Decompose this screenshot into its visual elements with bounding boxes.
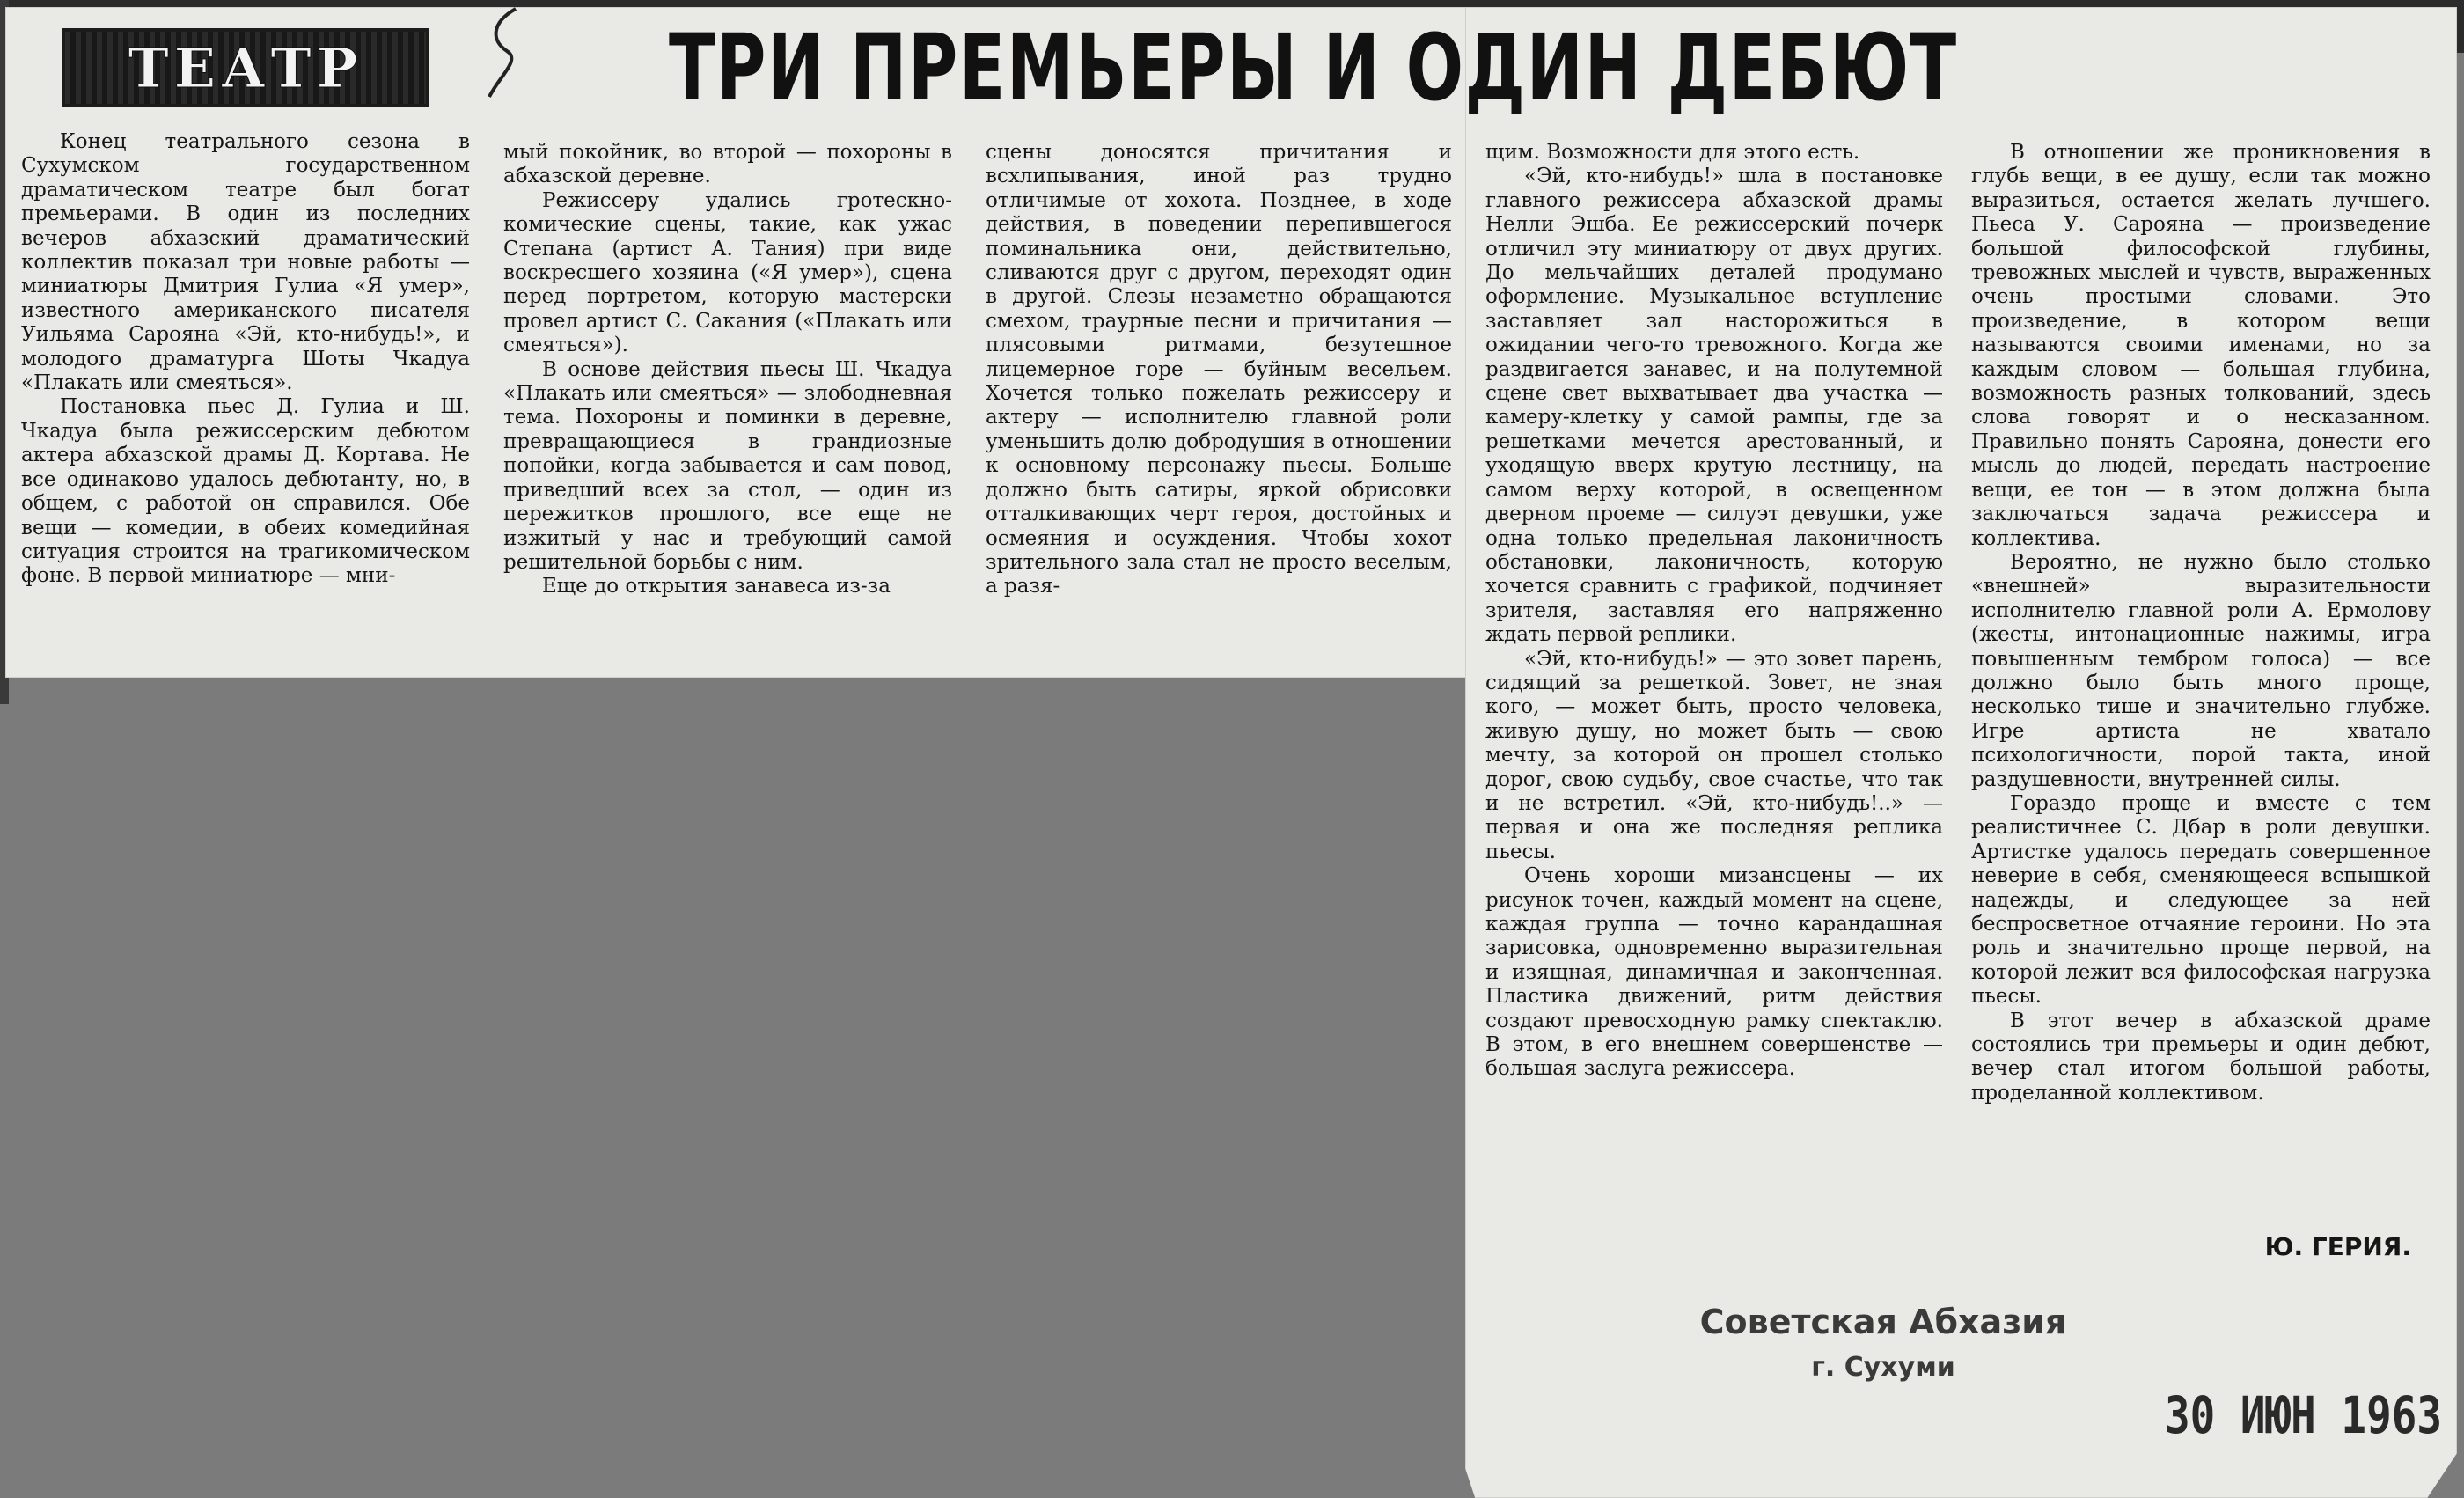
paragraph: Еще до открытия занавеса из-за <box>542 575 891 598</box>
paragraph: щим. Возможности для этого есть. <box>1485 141 1860 164</box>
paragraph: В этот вечер в абхазской драме состоялись три премьеры и один дебют, вечер стал итогом большой работы, проделанной коллективом. <box>1971 1009 2431 1105</box>
paragraph: «Эй, кто-нибудь!» шла в постановке главного режиссера абхазской драмы Нелли Эшба. Ее режиссерский почерк отличил эту миниатюру от двух других. До мельчайших деталей продумано оформление. Музыкальное вступление заставляет зал насторожиться в ожидании чего-то тревожного. Когда же раздвигается занавес, и на полутемной сцене свет выхватывает два участка — камеру-клетку у самой рампы, где за решетками мечется арестованный, и уходящую вверх крутую лестницу, на самом верху которой, в освещенном дверном проеме — силуэт девушки, уже одна только предельная лаконичность обстановки, лаконичность, которую хочется сравнить с графикой, подчиняет зрителя, заставляя его напряженно ждать первой реплики. <box>1485 165 1943 647</box>
paragraph: Гораздо проще и вместе с тем реалистичнее С. Дбар в роли девушки. Артистке удалось передать совершенное неверие в себя, сменяющееся вспышкой надежды, и следующее за ней беспросветное отчаяние героини. Но эта роль и значительно проще первой, на которой лежит вся философская нагрузка пьесы. <box>1971 791 2431 1009</box>
ornament-icon <box>482 5 526 102</box>
paragraph: «Эй, кто-нибудь!» — это зовет парень, сидящий за решеткой. Зовет, не зная кого, — может быть, просто человека, живую душу, но может быть — свою мечту, за которой он прошел столько дорог, свою судьбу, свое счастье, что так и не встретил. «Эй, кто-нибудь!..» — первая и она же последняя реплика пьесы. <box>1485 647 1943 863</box>
paragraph: сцены доносятся причитания и всхлипывания, иной раз трудно отличимые от хохота. Позднее, в ходе действия, в поведении перепившегося поминальника они, действительно, сливаются друг с другом, переходят один в другой. Слезы незаметно обращаются смехом, траурные песни и причитания — плясовыми ритмами, безутешное лицемерное горе — буйным весельем. Хочется только пожелать режиссеру и актеру — исполнителю главной роли уменьшить долю добродушия в отношении к основному персонажу пьесы. Больше должно быть сатиры, яркой обрисовки отталкивающих черт героя, достойных и осмеяния и осуждения. Чтобы хохот зрительного зала стал не просто веселым, а разя- <box>986 141 1452 598</box>
source-newspaper: Советская Абхазия <box>1699 1303 2067 1341</box>
paragraph: Постановка пьес Д. Гулиа и Ш. Чкадуа была режиссерским дебютом актера абхазской драмы Д. Кортава. Не все одинаково удалось дебютанту, но, в общем, с работой он справился. Обе вещи — комедии, в обеих комедийная ситуация строится на трагикомическом фоне. В первой миниатюре — мни- <box>21 395 470 588</box>
author-signature: Ю. ГЕРИЯ. <box>2264 1232 2411 1261</box>
source-city: г. Сухуми <box>1811 1352 1955 1383</box>
article-column-3 <box>986 141 1452 669</box>
article-headline: ТРИ ПРЕМЬЕРЫ И ОДИН ДЕБЮТ <box>669 14 1958 121</box>
article-column-2 <box>503 141 952 669</box>
paragraph: Вероятно, не нужно было столько «внешней» выразительности исполнителю главной роли А. Ермолову (жесты, интонационные нажимы, игра повышенным тембром голоса) — все должно было быть много проще, несколько тише и значительно глубже. Игре артиста не хватало психологичности, порой такта, иной раздушевности, внутренней силы. <box>1971 550 2431 791</box>
rubric-label: ТЕАТР <box>128 35 363 100</box>
article-column-5 <box>1971 141 2431 1241</box>
date-stamp: 30 ИЮН 1963 <box>2165 1385 2442 1445</box>
paragraph: Очень хороши мизансцены — их рисунок точен, каждый момент на сцене, каждая группа — точно карандашная зарисовка, одновременно выразительная и изящная, динамичная и законченная. Пластика движений, ритм действия создают превосходную рамку спектаклю. В этом, в его внешнем совершенстве — большая заслуга режиссера. <box>1485 864 1943 1081</box>
article-column-4 <box>1485 141 1943 1267</box>
paragraph: В основе действия пьесы Ш. Чкадуа «Плакать или смеяться» — злободневная тема. Похороны и поминки в деревне, превращающиеся в грандиозные попойки, когда забывается и сам повод, приведший всех за стол, — один из пережитков прошлого, все еще не изжитый у нас и требующий самой решительной борьбы с ним. <box>503 357 952 574</box>
article-column-1 <box>21 130 470 667</box>
paragraph: Конец театрального сезона в Сухумском государственном драматическом театре был богат премьерами. В один из последних вечеров абхазский драматический коллектив показал три новые работы —миниатюры Дмитрия Гулиа «Я умер», известного американского писателя Уильяма Сарояна «Эй, кто-нибудь!», и молодого драматурга Шоты Чкадуа «Плакать или смеяться». <box>21 130 470 395</box>
paragraph: Режиссеру удались гротескно-комические сцены, такие, как ужас Степана (артист А. Тания) при виде воскресшего хозяина («Я умер»), сцена перед портретом, которую мастерски провел артист С. Сакания («Плакать или смеяться»). <box>503 188 952 357</box>
paragraph: В отношении же проникновения в глубь вещи, в ее душу, если так можно выразиться, остается желать лучшего. Пьеса У. Сарояна — произведение большой философской глубины, тревожных мыслей и чувств, выраженных очень простыми словами. Это произведение, в котором вещи называются своими именами, но за каждым словом — большая глубина, возможность разных толкований, здесь слова говорят и о несказанном. Правильно понять Сарояна, донести его мысль до людей, передать настроение вещи, ее тон — в этом должна была заключаться задача режиссера и коллектива. <box>1971 141 2431 550</box>
paragraph: мый покойник, во второй — похороны в абхазской деревне. <box>503 141 952 188</box>
section-rubric <box>62 28 429 107</box>
